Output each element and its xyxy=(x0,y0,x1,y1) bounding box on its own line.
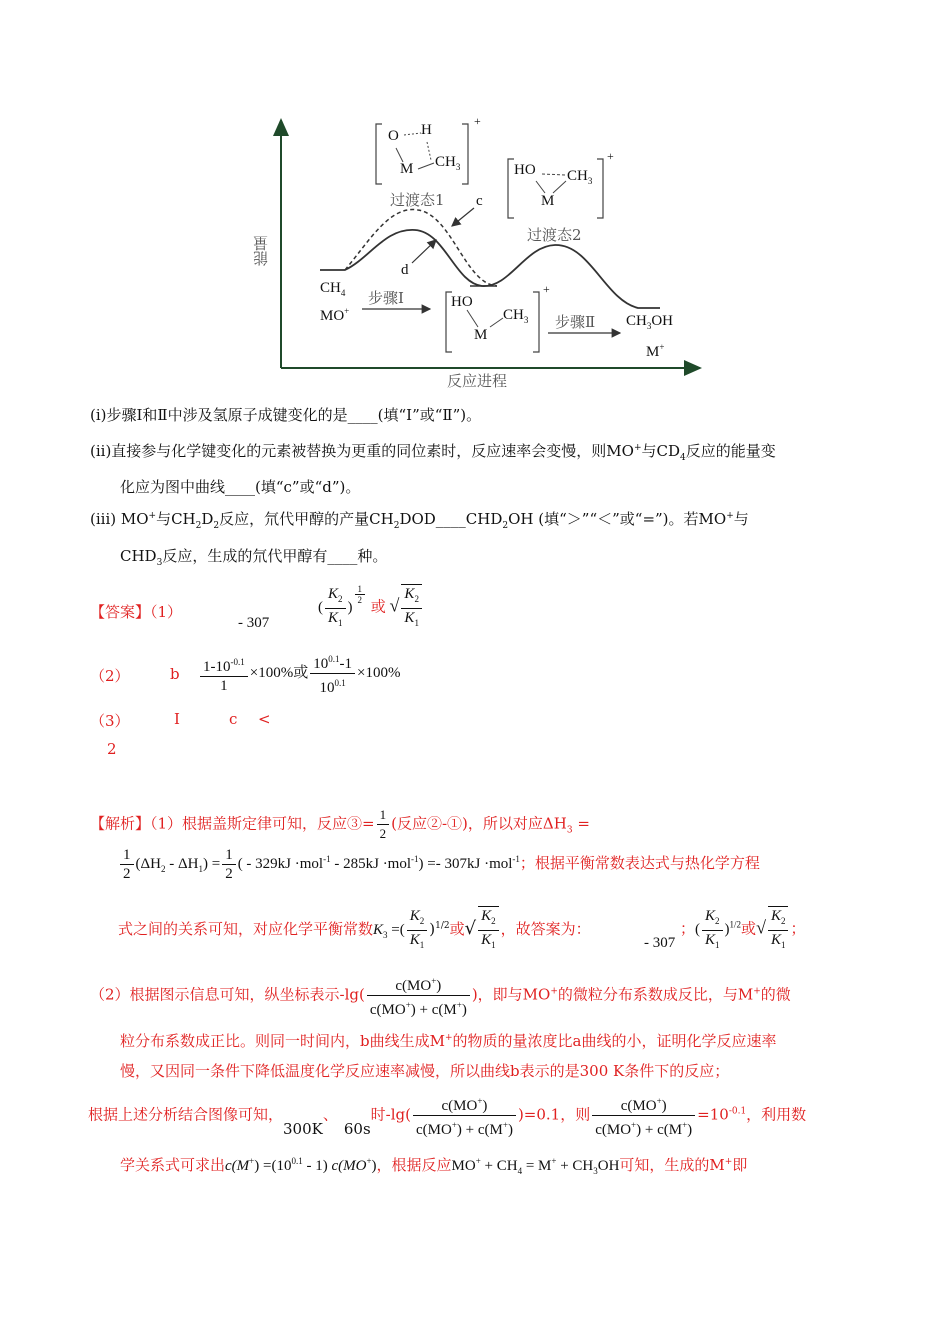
answer-1-value: - 307 xyxy=(238,615,270,631)
reactant-mo: MO+ xyxy=(320,306,350,324)
analysis-line5: 粒分布系数成正比。则同一时间内，b曲线生成M+的物质的量浓度比a曲线的小，证明化学反应速率 xyxy=(120,1032,777,1050)
analysis-line7: 根据上述分析结合图像可知，300K、60s时-lg( $\frac{c(MO^+)}{c(MO^+) + c(M^+)}$ )=0.1，则 $\frac{c(MO^+)}{c(MO^+) + c(M^+)}$ $=10^{-0.1}$，利用数 xyxy=(88,1092,806,1139)
answer-2-b: b xyxy=(170,665,180,683)
answer-3-label: （3） xyxy=(90,712,130,730)
answer-1-k-expr: ( $\frac{K_2}{K_1}$ ) $^{\frac{1}{2}}$ 或 √ $\frac{K_2}{K_1}$ xyxy=(318,584,424,632)
int-charge: + xyxy=(543,282,550,296)
ts1-label: 过渡态1 xyxy=(390,191,445,209)
step2-label: 步骤Ⅱ xyxy=(555,313,596,331)
int-m: M xyxy=(474,327,488,343)
x-axis-label: 反应进程 xyxy=(447,372,508,390)
answer-2-label: （2） xyxy=(90,667,130,685)
analysis-line1: 【解析】（1）根据盖斯定律可知，反应③= $\frac{1}{2}$ (反应②-①)，所以对应$\Delta H_3$ = xyxy=(90,807,590,841)
ts2-ho: HO xyxy=(514,162,536,178)
answer-2-expr: $\frac{1-10^{-0.1}}{1}$ ×100%或 $\frac{10^{0.1}-1}{10^{0.1}}$ ×100% xyxy=(198,650,400,697)
ts2-ch3: $CH_3$ xyxy=(567,168,593,186)
ts2-label: 过渡态2 xyxy=(527,226,582,244)
ts2-charge: + xyxy=(607,149,614,163)
curve-c-label: c xyxy=(476,193,483,209)
analysis-line3-k: ；( $\frac{K_2}{K_1}$ )$^{1/2}$或√ $\frac{K_2}{K_1}$ ； xyxy=(680,906,805,954)
product-ch3oh: $CH_3OH$ xyxy=(626,313,674,331)
product-m: M+ xyxy=(646,342,665,360)
c-pointer xyxy=(452,208,474,226)
reactant-ch4: $CH_4$ xyxy=(320,280,346,298)
answer-label: 【答案】（1） xyxy=(90,603,183,621)
analysis-line2: $\frac{1}{2}$ $(\Delta H_2 - \Delta H_1)$ = $\frac{1}{2}$ ( - 329kJ ·mol$^{-1}$ - 285kJ ·mol$^{-1}$) =- 307kJ ·mol$^{-1}$；根据平衡常数表达式与热化学方程 xyxy=(118,846,760,883)
analysis-line3: 式之间的关系可知，对应化学平衡常数$K_3$ =( $\frac{K_2}{K_1}$ )$^{1/2}$或√ $\frac{K_2}{K_1}$ ，故答案为： xyxy=(118,906,591,954)
question-ii: (ii)直接参与化学键变化的元素被替换为更重的同位素时，反应速率会变慢，则MO+与$CD_4$反应的能量变 xyxy=(90,442,776,463)
analysis-line3-307: - 307 xyxy=(644,935,676,951)
ts2-m: M xyxy=(541,193,555,209)
answer-3-r4: 2 xyxy=(107,740,117,758)
question-i: (i)步骤Ⅰ和Ⅱ中涉及氢原子成键变化的是____(填“Ⅰ”或“Ⅱ”)。 xyxy=(90,406,482,424)
y-axis-label: 能量 xyxy=(252,236,270,266)
analysis-line4: （2）根据图示信息可知，纵坐标表示-lg( $\frac{c(MO^+)}{c(MO^+) + c(M^+)}$ )，即与MO+的微粒分布系数成反比，与M+的微 xyxy=(90,972,791,1019)
ts1-ch3: $CH_3$ xyxy=(435,154,461,172)
answer-3-r3: < xyxy=(258,710,271,728)
curve-d-label: d xyxy=(401,262,409,278)
question-iii: (iii) MO+与$CH_2D_2$反应，氘代甲醇的产量$CH_2DOD\_\_\_\_CHD_2OH$ (填“＞”“＜”或“=”)。若MO+与 xyxy=(90,510,749,531)
analysis-line8: 学关系式可求出$c(M^+) =(10^{0.1} - 1)$ c(MO+)，根据反应$MO^+ + CH_4 = M^+ + CH_3OH$可知，生成的M+即 xyxy=(120,1156,748,1176)
ts1-charge: + xyxy=(474,114,481,128)
step1-label: 步骤Ⅰ xyxy=(368,289,404,307)
int-ch3: $CH_3$ xyxy=(503,307,529,325)
ts1-h: H xyxy=(421,122,432,138)
ts1-o: O xyxy=(388,128,399,144)
curve-c xyxy=(345,210,497,286)
question-iii-line2: $CHD_3$反应，生成的氘代甲醇有____种。 xyxy=(120,547,388,568)
answer-3-r1: Ⅰ xyxy=(174,710,180,728)
analysis-line6: 慢，又因同一条件下降低温度化学反应速率减慢，所以曲线b表示的是300 K条件下的反应； xyxy=(120,1062,730,1080)
question-ii-line2: 化应为图中曲线____(填“c”或“d”)。 xyxy=(120,478,361,496)
d-pointer xyxy=(412,240,436,263)
answer-3-r2: c xyxy=(229,710,238,728)
ts1-m: M xyxy=(400,161,414,177)
int-ho: HO xyxy=(451,294,473,310)
